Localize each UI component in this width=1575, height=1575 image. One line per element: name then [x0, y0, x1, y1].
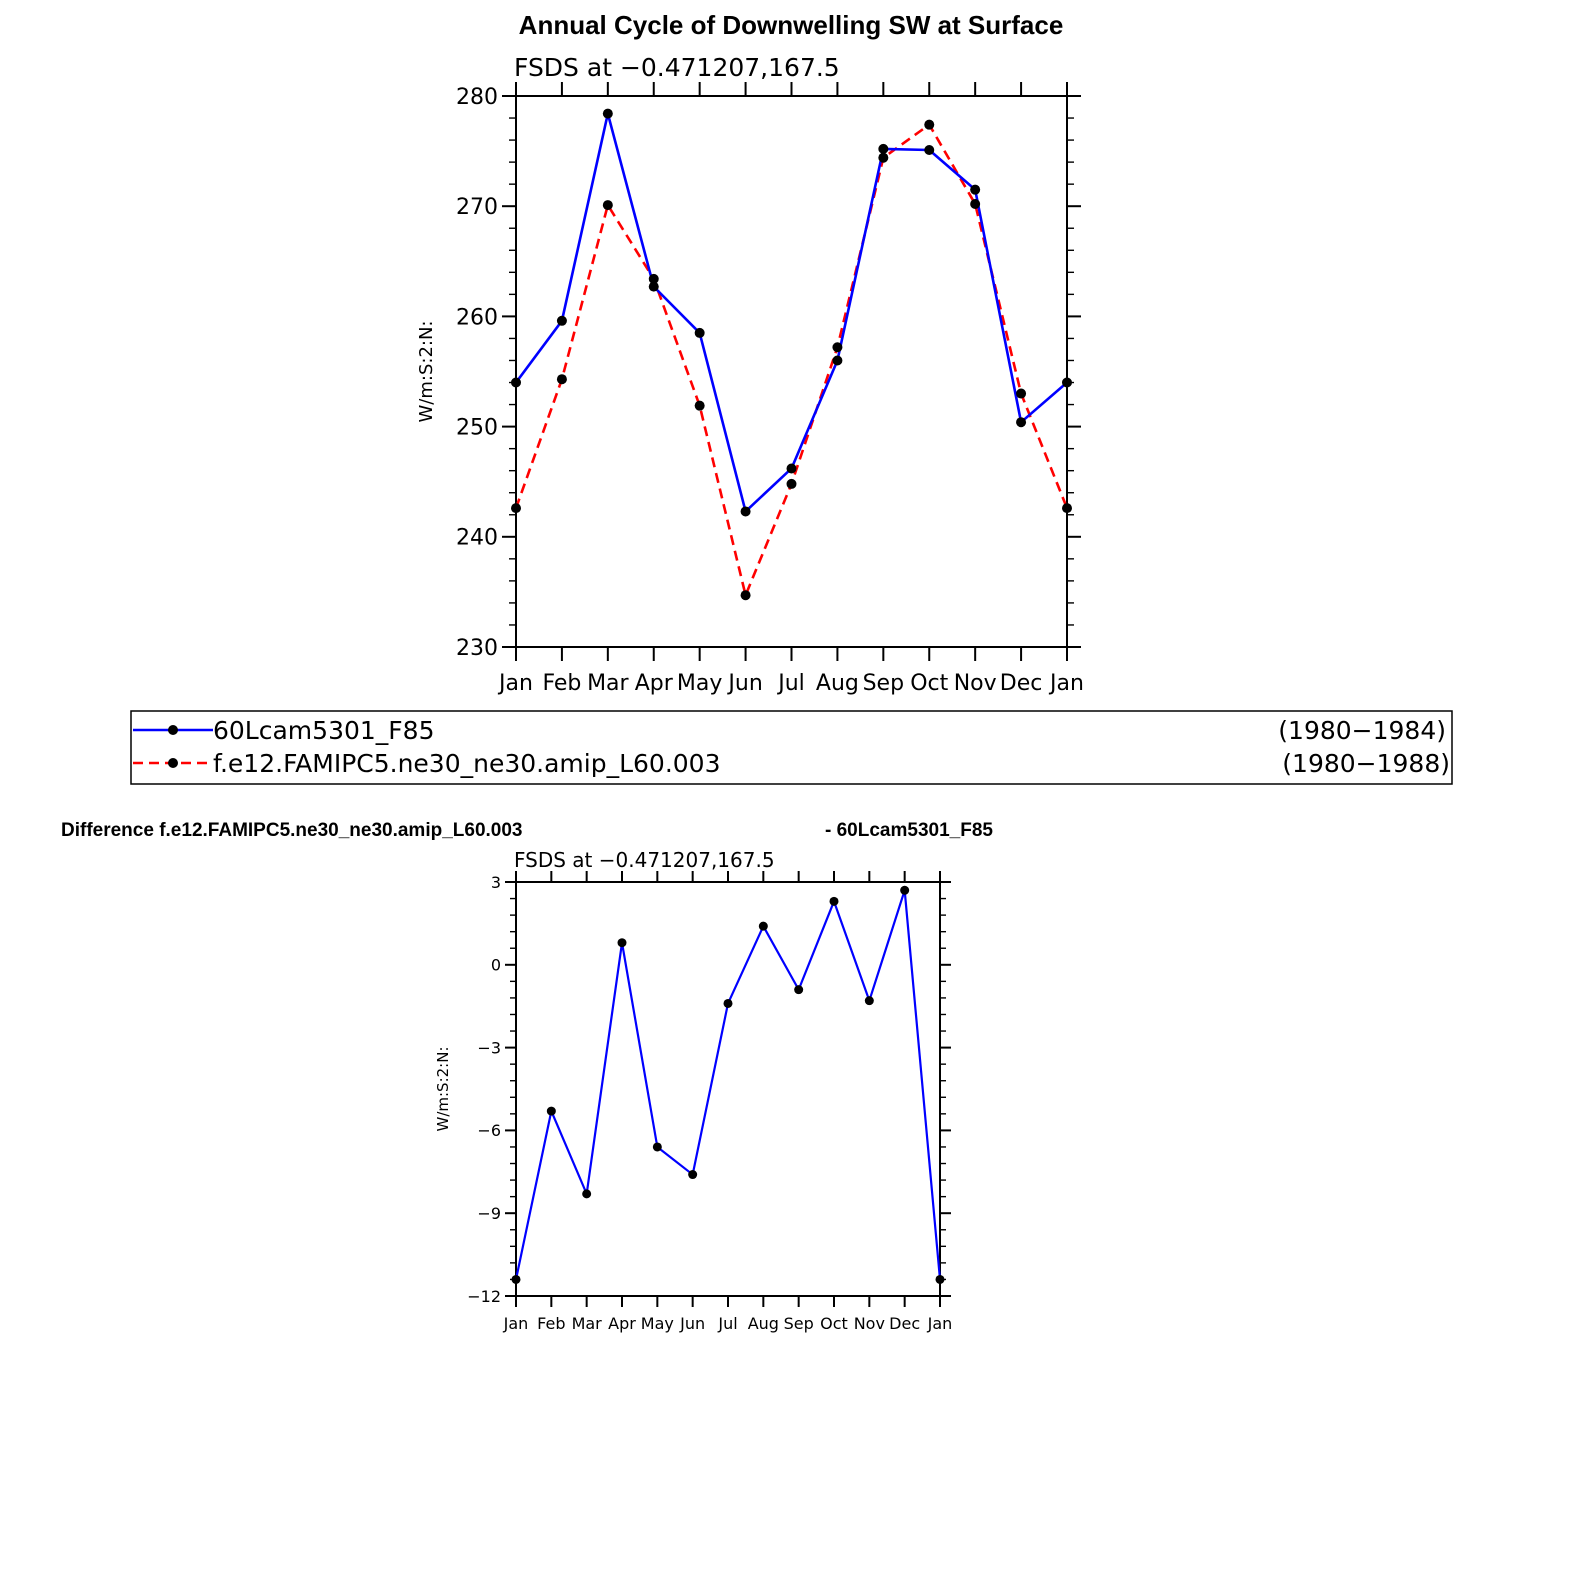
x-tick-label: Mar: [587, 671, 629, 696]
x-tick-label: Sep: [783, 1314, 814, 1333]
data-point: [653, 1142, 662, 1151]
y-tick-label: −3: [477, 1038, 501, 1058]
data-point: [1062, 378, 1072, 388]
x-tick-label: Apr: [608, 1314, 636, 1333]
x-tick-label: Mar: [571, 1314, 602, 1333]
legend-years: (1980−1984): [1278, 716, 1446, 745]
legend-swatch-marker: [168, 758, 178, 768]
legend-entry-2: [133, 749, 1450, 778]
data-point: [832, 342, 842, 352]
data-point: [695, 401, 705, 411]
figure-title: Annual Cycle of Downwelling SW at Surface: [518, 10, 1064, 40]
data-point: [741, 590, 751, 600]
y-tick-label: 260: [456, 305, 498, 331]
data-point: [695, 328, 705, 338]
data-point: [511, 503, 521, 513]
x-tick-label: Dec: [889, 1314, 921, 1333]
plot-frame: [516, 882, 940, 1296]
data-point: [1016, 389, 1026, 399]
x-tick-label: Jan: [1050, 671, 1084, 696]
data-point: [970, 185, 980, 195]
data-point: [878, 144, 888, 154]
data-point: [830, 897, 839, 906]
x-tick-label: May: [676, 671, 723, 696]
data-point: [787, 479, 797, 489]
legend-entry-1: [133, 716, 1446, 745]
data-point: [865, 996, 874, 1005]
x-tick-label: Feb: [537, 1314, 566, 1333]
x-tick-label: May: [640, 1314, 674, 1333]
x-tick-label: Dec: [999, 671, 1043, 696]
x-tick-label: Oct: [910, 671, 949, 696]
legend-label: f.e12.FAMIPC5.ne30_ne30.amip_L60.003: [213, 749, 721, 778]
legend-label: 60Lcam5301_F85: [213, 716, 435, 745]
chart-subtitle: FSDS at −0.471207,167.5: [514, 848, 775, 872]
x-tick-label: Apr: [634, 671, 673, 696]
data-point: [759, 922, 768, 931]
data-point: [724, 999, 733, 1008]
y-tick-label: −12: [467, 1286, 501, 1306]
data-point: [900, 886, 909, 895]
data-point: [557, 316, 567, 326]
data-point: [511, 378, 521, 388]
x-tick-label: Jan: [503, 1314, 529, 1333]
legend-years: (1980−1988): [1282, 749, 1450, 778]
x-tick-label: Nov: [853, 1314, 885, 1333]
series-line: [516, 890, 940, 1279]
difference-chart: [434, 848, 952, 1333]
data-point: [970, 199, 980, 209]
data-point: [512, 1275, 521, 1284]
data-point: [787, 463, 797, 473]
difference-title-left: Difference f.e12.FAMIPC5.ne30_ne30.amip_L60.003: [61, 820, 523, 841]
data-point: [1016, 417, 1026, 427]
data-point: [878, 153, 888, 163]
data-point: [603, 109, 613, 119]
legend-swatch-marker: [168, 725, 178, 735]
y-tick-label: 230: [456, 635, 498, 661]
y-tick-label: 3: [490, 872, 501, 892]
data-point: [547, 1107, 556, 1116]
y-tick-label: 270: [456, 195, 498, 221]
data-point: [557, 374, 567, 384]
data-point: [649, 274, 659, 284]
y-tick-label: 240: [456, 525, 498, 551]
y-axis-label: W/m:S:2:N:: [434, 1046, 452, 1132]
x-tick-label: Jan: [927, 1314, 953, 1333]
x-tick-label: Oct: [820, 1314, 848, 1333]
y-axis-label: W/m:S:2:N:: [416, 320, 437, 423]
y-tick-label: 0: [490, 955, 501, 975]
data-point: [936, 1275, 945, 1284]
data-point: [603, 200, 613, 210]
data-point: [618, 938, 627, 947]
x-tick-label: Jun: [728, 671, 763, 696]
x-tick-label: Jan: [499, 671, 533, 696]
x-tick-label: Sep: [862, 671, 905, 696]
data-point: [832, 355, 842, 365]
x-tick-label: Aug: [747, 1314, 779, 1333]
x-tick-label: Jun: [680, 1314, 706, 1333]
data-point: [924, 145, 934, 155]
plot-frame: [516, 96, 1067, 647]
x-tick-label: Feb: [542, 671, 582, 696]
y-tick-label: −9: [477, 1203, 501, 1223]
series-line: [516, 125, 1067, 596]
legend: [131, 711, 1452, 784]
data-point: [688, 1170, 697, 1179]
x-tick-label: Jul: [718, 1314, 738, 1333]
difference-title-right: - 60Lcam5301_F85: [825, 820, 993, 841]
y-tick-label: 280: [456, 84, 498, 110]
series-line: [516, 114, 1067, 512]
data-point: [582, 1189, 591, 1198]
data-point: [1062, 503, 1072, 513]
data-point: [794, 985, 803, 994]
y-tick-label: 250: [456, 415, 498, 441]
chart-subtitle: FSDS at −0.471207,167.5: [514, 53, 840, 82]
x-tick-label: Aug: [815, 671, 859, 696]
data-point: [924, 120, 934, 130]
y-tick-label: −6: [477, 1121, 501, 1141]
x-tick-label: Jul: [778, 671, 805, 696]
annual-cycle-chart: [416, 53, 1084, 696]
x-tick-label: Nov: [953, 671, 997, 696]
data-point: [741, 506, 751, 516]
